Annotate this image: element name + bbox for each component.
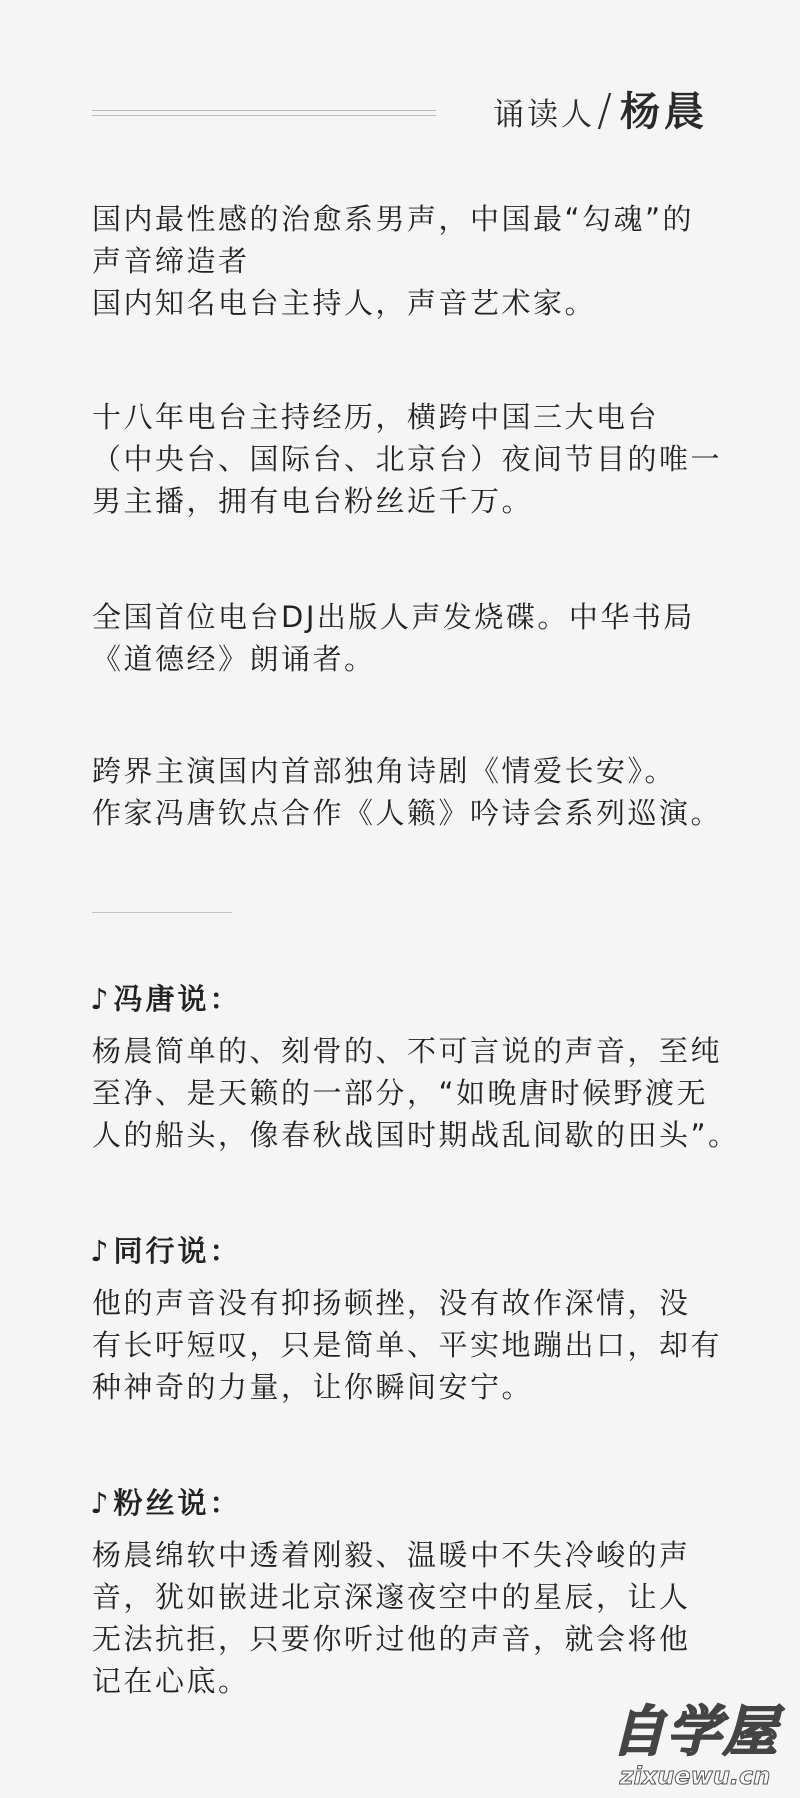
- watermark-logo-text: 自学屋: [611, 1700, 779, 1763]
- reciter-label: 诵读人: [493, 97, 596, 133]
- text-line: 杨晨简单的、刻骨的、不可言说的声音，至纯: [92, 1034, 723, 1068]
- quote-title-text: 同行说：: [113, 1234, 242, 1268]
- text-line: 音，犹如嵌进北京深邃夜空中的星辰，让人: [92, 1580, 691, 1614]
- intro-paragraph-2: [92, 396, 722, 522]
- text-line: 记在心底。: [92, 1664, 250, 1698]
- text-line: 作家冯唐钦点合作《人籁》吟诗会系列巡演。: [92, 796, 723, 830]
- quote-body-peers: [92, 1282, 722, 1408]
- music-note-icon: ♪: [90, 982, 112, 1016]
- header-title: [493, 80, 708, 137]
- text-line: 男主播，拥有电台粉丝近千万。: [92, 484, 534, 518]
- quote-title-fans: [90, 1482, 242, 1524]
- text-line: 有长吁短叹，只是简单、平实地蹦出口，却有: [92, 1328, 723, 1362]
- reciter-name: 杨晨: [620, 89, 708, 135]
- text-line: 全国首位电台DJ出版人声发烧碟。中华书局: [92, 600, 695, 634]
- text-line: 种神奇的力量，让你瞬间安宁。: [92, 1370, 534, 1404]
- text-line: 无法抗拒，只要你听过他的声音，就会将他: [92, 1622, 691, 1656]
- intro-paragraph-1: [92, 198, 722, 324]
- music-note-icon: ♪: [90, 1486, 112, 1520]
- section-header: [92, 80, 712, 140]
- text-line: 国内最性感的治愈系男声，中国最“勾魂”的: [92, 202, 695, 236]
- text-line: 人的船头，像春秋战国时期战乱间歇的田头”。: [92, 1118, 740, 1152]
- text-line: 至净、是天籁的一部分，“如晚唐时候野渡无: [92, 1076, 709, 1110]
- quote-body-fans: [92, 1534, 722, 1702]
- text-line: 杨晨绵软中透着刚毅、温暖中不失冷峻的声: [92, 1538, 691, 1572]
- header-rule: [92, 110, 436, 116]
- quote-title-text: 冯唐说：: [113, 982, 242, 1016]
- quote-title-fengtang: [90, 978, 242, 1020]
- quote-title-text: 粉丝说：: [113, 1486, 242, 1520]
- section-divider: [92, 912, 232, 913]
- intro-paragraph-3: [92, 596, 722, 680]
- text-line: 跨界主演国内首部独角诗剧《情爱长安》。: [92, 754, 677, 788]
- text-line: 声音缔造者: [92, 244, 250, 278]
- text-line: 国内知名电台主持人，声音艺术家。: [92, 286, 597, 320]
- text-line: 《道德经》朗诵者。: [92, 642, 376, 676]
- quote-body-fengtang: [92, 1030, 740, 1156]
- title-slash: /: [597, 85, 612, 136]
- text-line: 他的声音没有抑扬顿挫，没有故作深情，没: [92, 1286, 691, 1320]
- watermark-domain: zixuewu.cn: [619, 1762, 771, 1790]
- text-line: 十八年电台主持经历，横跨中国三大电台: [92, 400, 660, 434]
- music-note-icon: ♪: [90, 1234, 112, 1268]
- intro-paragraph-4: [92, 750, 722, 834]
- quote-title-peers: [90, 1230, 242, 1272]
- text-line: （中央台、国际台、北京台）夜间节目的唯一: [92, 442, 723, 476]
- site-watermark: [600, 1702, 790, 1790]
